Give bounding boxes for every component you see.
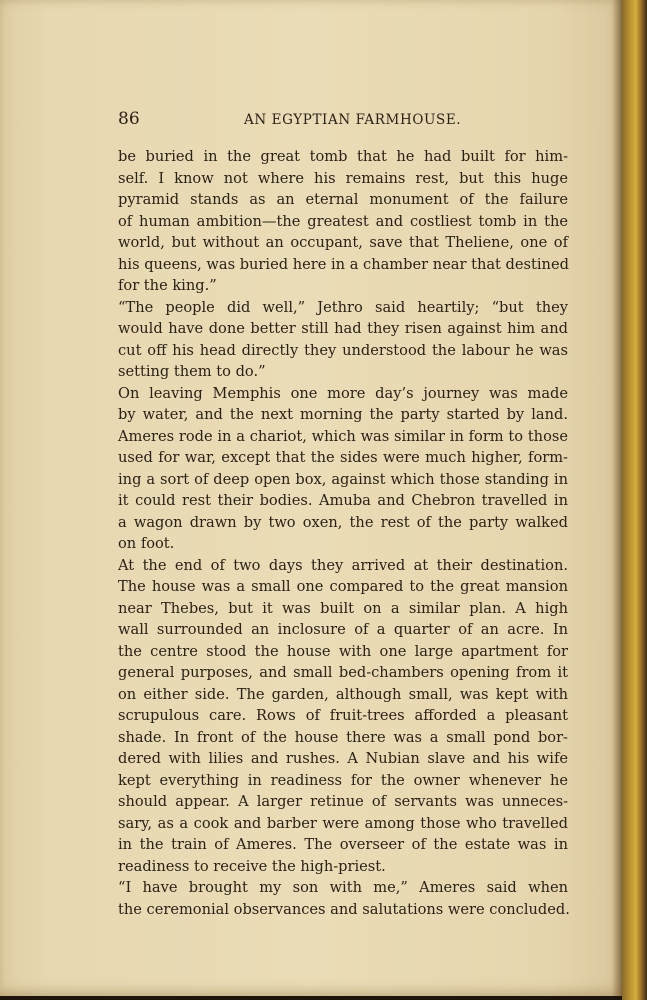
text-line: self. I know not where his remains rest, but this huge (118, 169, 568, 187)
text-line: of human ambition—the greatest and costliest tomb in the (118, 212, 568, 230)
page-number: 86 (118, 109, 140, 129)
text-line: cut off his head directly they understood the labour he was (118, 341, 568, 359)
text-line: The house was a small one compared to the great mansion (118, 578, 568, 595)
text-line: the ceremonial observances and salutations were concluded. (118, 900, 570, 918)
book-spine (622, 0, 647, 1000)
text-line: be buried in the great tomb that he had built for him- (118, 148, 568, 165)
body-text (118, 146, 568, 920)
text-line: in the train of Ameres. The overseer of the estate was in (118, 836, 568, 853)
text-line: by water, and the next morning the party started by land. (118, 406, 568, 423)
text-line: a wagon drawn by two oxen, the rest of the party walked (118, 513, 568, 531)
text-line: for the king.” (118, 277, 217, 294)
text-line: On leaving Memphis one more day’s journey was made (118, 384, 568, 402)
text-line: kept everything in readiness for the owner whenever he (118, 771, 568, 789)
text-line: setting them to do.” (118, 363, 266, 380)
text-line: sary, as a cook and barber were among those who travelled (118, 814, 568, 832)
running-head: AN EGYPTIAN FARMHOUSE. (244, 112, 462, 128)
text-line: At the end of two days they arrived at their destination. (118, 556, 568, 574)
text-line: the centre stood the house with one large apartment for (118, 642, 568, 660)
text-line: on foot. (118, 535, 175, 552)
text-line: world, but without an occupant, save that Theliene, one of (118, 234, 568, 251)
text-line: wall surrounded an inclosure of a quarter of an acre. In (118, 621, 568, 638)
text-line: pyramid stands as an eternal monument of the failure (118, 191, 568, 208)
text-line: on either side. The garden, although small, was kept with (118, 685, 568, 703)
text-line: dered with lilies and rushes. A Nubian slave and his wife (118, 750, 568, 767)
text-line: it could rest their bodies. Amuba and Chebron travelled in (118, 492, 568, 509)
text-line: would have done better still had they risen against him and (118, 320, 568, 337)
text-line: general purposes, and small bed-chambers opening from it (118, 664, 568, 681)
text-line: “The people did well,” Jethro said heartily; “but they (118, 298, 568, 316)
text-line: his queens, was buried here in a chamber near that destined (118, 255, 569, 273)
text-line: scrupulous care. Rows of fruit-trees afforded a pleasant (118, 707, 568, 724)
text-line: used for war, except that the sides were much higher, form- (118, 449, 568, 466)
text-line: should appear. A larger retinue of servants was unneces- (118, 793, 568, 810)
text-line: readiness to receive the high-priest. (118, 857, 386, 875)
text-line: ing a sort of deep open box, against which those standing in (118, 470, 568, 488)
text-line: shade. In front of the house there was a small pond bor- (118, 728, 568, 746)
text-line: near Thebes, but it was built on a similar plan. A high (118, 599, 568, 617)
page-header (118, 109, 568, 133)
text-line: “I have brought my son with me,” Ameres said when (118, 879, 568, 896)
text-line: Ameres rode in a chariot, which was similar in form to those (118, 427, 568, 445)
